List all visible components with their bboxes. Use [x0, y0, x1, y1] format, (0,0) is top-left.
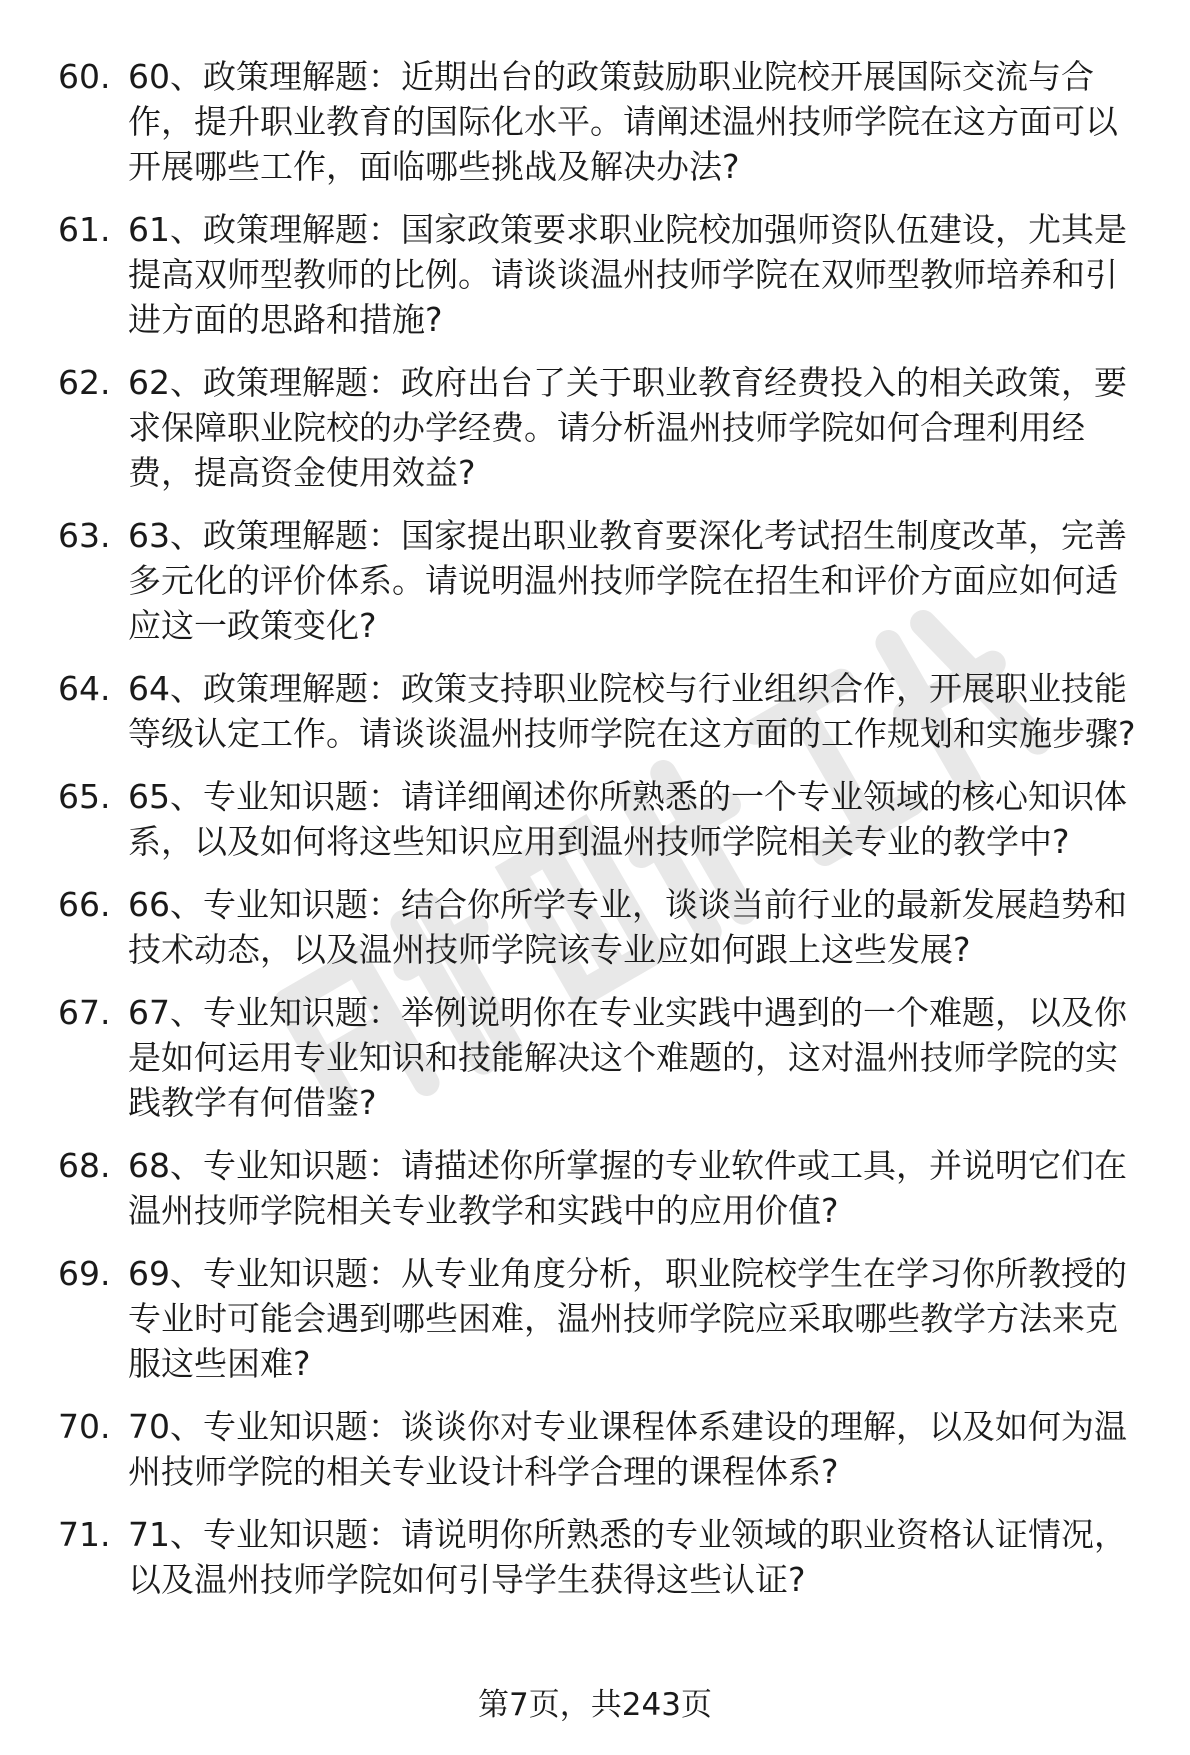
question-text: 64、政策理解题：政策支持职业院校与行业组织合作，开展职业技能等级认定工作。请谈谈温州技师学院在这方面的工作规划和实施步骤?	[128, 669, 1136, 753]
list-item	[58, 774, 1148, 864]
question-number: 61.	[58, 210, 111, 249]
question-text: 60、政策理解题：近期出台的政策鼓励职业院校开展国际交流与合作，提升职业教育的国际化水平。请阐述温州技师学院在这方面可以开展哪些工作，面临哪些挑战及解决办法?	[128, 57, 1118, 186]
question-number: 60.	[58, 57, 111, 96]
question-number: 67.	[58, 993, 111, 1032]
question-number: 65.	[58, 777, 111, 816]
list-item	[58, 54, 1148, 189]
question-number: 66.	[58, 885, 111, 924]
page-number-footer: 第7页，共243页	[478, 1687, 712, 1723]
list-item	[58, 666, 1148, 756]
question-text: 66、专业知识题：结合你所学专业，谈谈当前行业的最新发展趋势和技术动态，以及温州技师学院该专业应如何跟上这些发展?	[128, 885, 1127, 969]
question-text: 63、政策理解题：国家提出职业教育要深化考试招生制度改革，完善多元化的评价体系。请说明温州技师学院在招生和评价方面应如何适应这一政策变化?	[128, 516, 1127, 645]
question-number: 69.	[58, 1254, 111, 1293]
question-number: 71.	[58, 1515, 111, 1554]
question-text: 68、专业知识题：请描述你所掌握的专业软件或工具，并说明它们在温州技师学院相关专业教学和实践中的应用价值?	[128, 1146, 1127, 1230]
list-item	[58, 1512, 1148, 1602]
question-text: 61、政策理解题：国家政策要求职业院校加强师资队伍建设，尤其是提高双师型教师的比例。请谈谈温州技师学院在双师型教师培养和引进方面的思路和措施?	[128, 210, 1127, 339]
question-text: 71、专业知识题：请说明你所熟悉的专业领域的职业资格认证情况，以及温州技师学院如何引导学生获得这些认证?	[128, 1515, 1127, 1599]
list-item	[58, 207, 1148, 342]
list-item	[58, 360, 1148, 495]
list-item	[58, 990, 1148, 1125]
question-number: 62.	[58, 363, 111, 402]
list-item	[58, 513, 1148, 648]
question-number: 70.	[58, 1407, 111, 1446]
list-item	[58, 1404, 1148, 1494]
list-item	[58, 1143, 1148, 1233]
question-text: 69、专业知识题：从专业角度分析，职业院校学生在学习你所教授的专业时可能会遇到哪些困难，温州技师学院应采取哪些教学方法来克服这些困难?	[128, 1254, 1127, 1383]
question-number: 68.	[58, 1146, 111, 1185]
question-number: 63.	[58, 516, 111, 555]
list-item	[58, 882, 1148, 972]
list-item	[58, 1251, 1148, 1386]
question-text: 70、专业知识题：谈谈你对专业课程体系建设的理解，以及如何为温州技师学院的相关专业设计科学合理的课程体系?	[128, 1407, 1127, 1491]
question-list	[58, 54, 1148, 1620]
question-number: 64.	[58, 669, 111, 708]
question-text: 65、专业知识题：请详细阐述你所熟悉的一个专业领域的核心知识体系，以及如何将这些知识应用到温州技师学院相关专业的教学中?	[128, 777, 1127, 861]
question-text: 67、专业知识题：举例说明你在专业实践中遇到的一个难题，以及你是如何运用专业知识和技能解决这个难题的，这对温州技师学院的实践教学有何借鉴?	[128, 993, 1127, 1122]
question-text: 62、政策理解题：政府出台了关于职业教育经费投入的相关政策，要求保障职业院校的办学经费。请分析温州技师学院如何合理利用经费，提高资金使用效益?	[128, 363, 1127, 492]
